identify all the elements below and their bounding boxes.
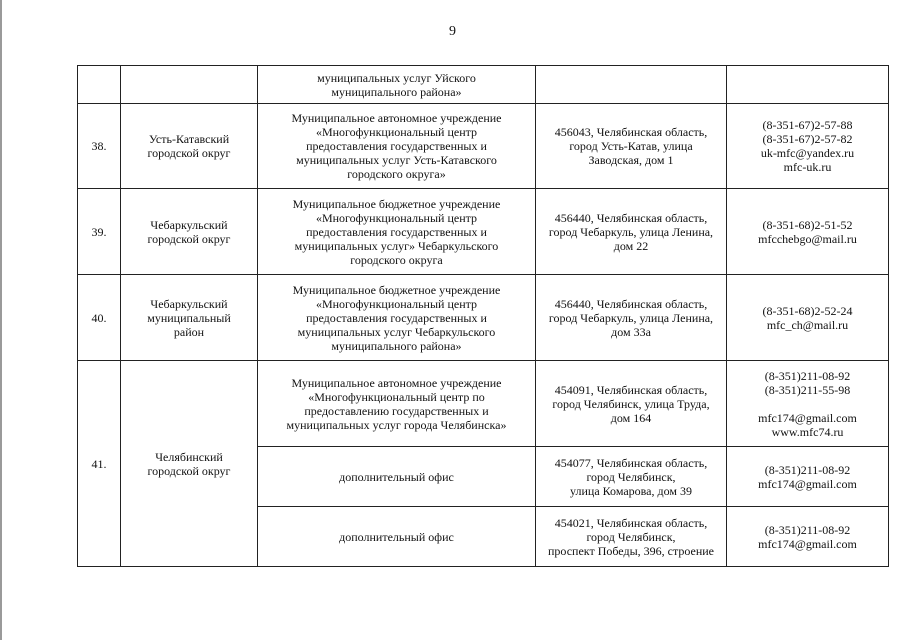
cell-organization [258,447,536,507]
cell-text: город Усть-Катав, улица [569,139,693,153]
table-row [78,275,889,361]
cell-municipality [121,361,258,567]
cell-municipality [121,189,258,275]
cell-text: Заводская, дом 1 [588,153,674,167]
cell-text: (8-351)211-08-92 [764,368,851,383]
cell-text: городского округа [350,252,443,267]
cell-text: муниципального района» [331,84,462,99]
cell-text: «Многофункциональный центр по [308,389,485,404]
cell-text: Челябинский [155,449,223,464]
mfc-registry-table [77,65,889,567]
table-row [78,189,889,275]
cell-text: дом 164 [610,410,652,425]
cell-number [78,66,121,104]
cell-text: Чебаркульский [150,217,228,232]
cell-contacts [727,507,889,567]
cell-text: mfc_ch@mail.ru [766,317,849,332]
cell-text: 454021, Челябинская область, [554,515,708,530]
cell-text: 454077, Челябинская область, [554,455,708,470]
cell-text: 456440, Челябинская область, [554,296,708,311]
cell-text: Муниципальное автономное учреждение [291,375,502,390]
cell-text: 454091, Челябинская область, [554,382,708,397]
cell-text: муниципальный [147,310,231,325]
cell-text: Муниципальное бюджетное учреждение [292,282,501,297]
cell-text: «Многофункциональный центр [315,125,478,139]
cell-contacts [727,361,889,447]
cell-municipality [121,104,258,189]
cell-text: городской округ [147,463,231,478]
cell-organization [258,104,536,189]
cell-municipality [121,275,258,361]
cell-text: город Чебаркуль, улица Ленина, [548,224,714,239]
cell-text: Чебаркульский [150,296,228,311]
cell-text: mfc-uk.ru [783,160,832,174]
cell-text: «Многофункциональный центр [315,296,478,311]
cell-text: предоставления государственных и [306,310,487,325]
cell-municipality [121,66,258,104]
cell-contacts [727,104,889,189]
cell-contacts [727,447,889,507]
cell-number: 41. [78,361,121,567]
cell-address [536,507,727,567]
cell-address [536,361,727,447]
cell-number: 40. [78,275,121,361]
cell-text: муниципальных услуг Чебаркульского [297,324,496,339]
cell-contacts [727,275,889,361]
cell-text: Муниципальное бюджетное учреждение [292,196,501,211]
cell-address [536,189,727,275]
cell-text: дополнительный офис [339,529,454,544]
cell-text: mfc174@gmail.com [758,536,857,551]
table-row [78,361,889,447]
cell-contacts [727,189,889,275]
cell-text: 456440, Челябинская область, [554,210,708,225]
cell-text: (8-351-68)2-52-24 [762,303,853,318]
cell-text: 456043, Челябинская область, [554,125,708,139]
cell-text: городской округ [147,146,231,160]
cell-text: улица Комарова, дом 39 [570,483,692,498]
cell-organization [258,189,536,275]
cell-text: муниципальных услуг Уйского [317,70,476,85]
cell-text: проспект Победы, 396, строение [547,543,715,558]
table-row [78,104,889,189]
cell-text: (8-351-67)2-57-82 [762,132,853,146]
cell-text: дом 22 [613,238,649,253]
cell-text: муниципальных услуг города Челябинска» [286,417,507,432]
cell-text: (8-351-68)2-51-52 [762,217,853,232]
cell-organization [258,361,536,447]
cell-address [536,275,727,361]
cell-organization [258,275,536,361]
cell-text: mfc174@gmail.com [758,476,857,491]
cell-organization [258,507,536,567]
cell-text: uk-mfc@yandex.ru [760,146,855,160]
cell-text: городского округа» [347,167,446,181]
cell-text: (8-351)211-08-92 [764,522,851,537]
cell-text: район [173,324,205,339]
cell-text: городской округ [147,231,231,246]
cell-text: www.mfc74.ru [771,424,844,439]
cell-number: 38. [78,104,121,189]
cell-contacts [727,66,889,104]
cell-text: (8-351-67)2-57-88 [762,118,853,132]
cell-text: город Чебаркуль, улица Ленина, [548,310,714,325]
cell-text: муниципальных услуг Усть-Катавского [296,153,497,167]
cell-text: дополнительный офис [339,469,454,484]
cell-address [536,447,727,507]
page-edge [0,0,2,640]
cell-text: муниципальных услуг» Чебаркульского [294,238,499,253]
blank-line [730,397,885,411]
cell-address [536,66,727,104]
cell-address [536,104,727,189]
cell-text: город Челябинск, [586,469,676,484]
cell-number: 39. [78,189,121,275]
cell-text: муниципального района» [331,338,462,353]
cell-text: mfcchebgo@mail.ru [758,231,857,246]
cell-text: дом 33а [611,324,651,339]
cell-organization [258,66,536,104]
cell-text: предоставлению государственных и [304,403,489,418]
page-number: 9 [449,24,456,39]
cell-text: предоставления государственных и [306,224,487,239]
table-row-continuation [78,66,889,104]
cell-text: Усть-Катавский [148,132,230,146]
cell-text: Муниципальное автономное учреждение [291,111,502,125]
cell-text: предоставления государственных и [306,139,487,153]
cell-text: (8-351)211-08-92 [764,462,851,477]
cell-text: (8-351)211-55-98 [764,382,851,397]
cell-text: «Многофункциональный центр [315,210,478,225]
cell-text: город Челябинск, улица Труда, [552,396,710,411]
cell-text: mfc174@gmail.com [758,410,857,425]
cell-text: город Челябинск, [586,529,676,544]
